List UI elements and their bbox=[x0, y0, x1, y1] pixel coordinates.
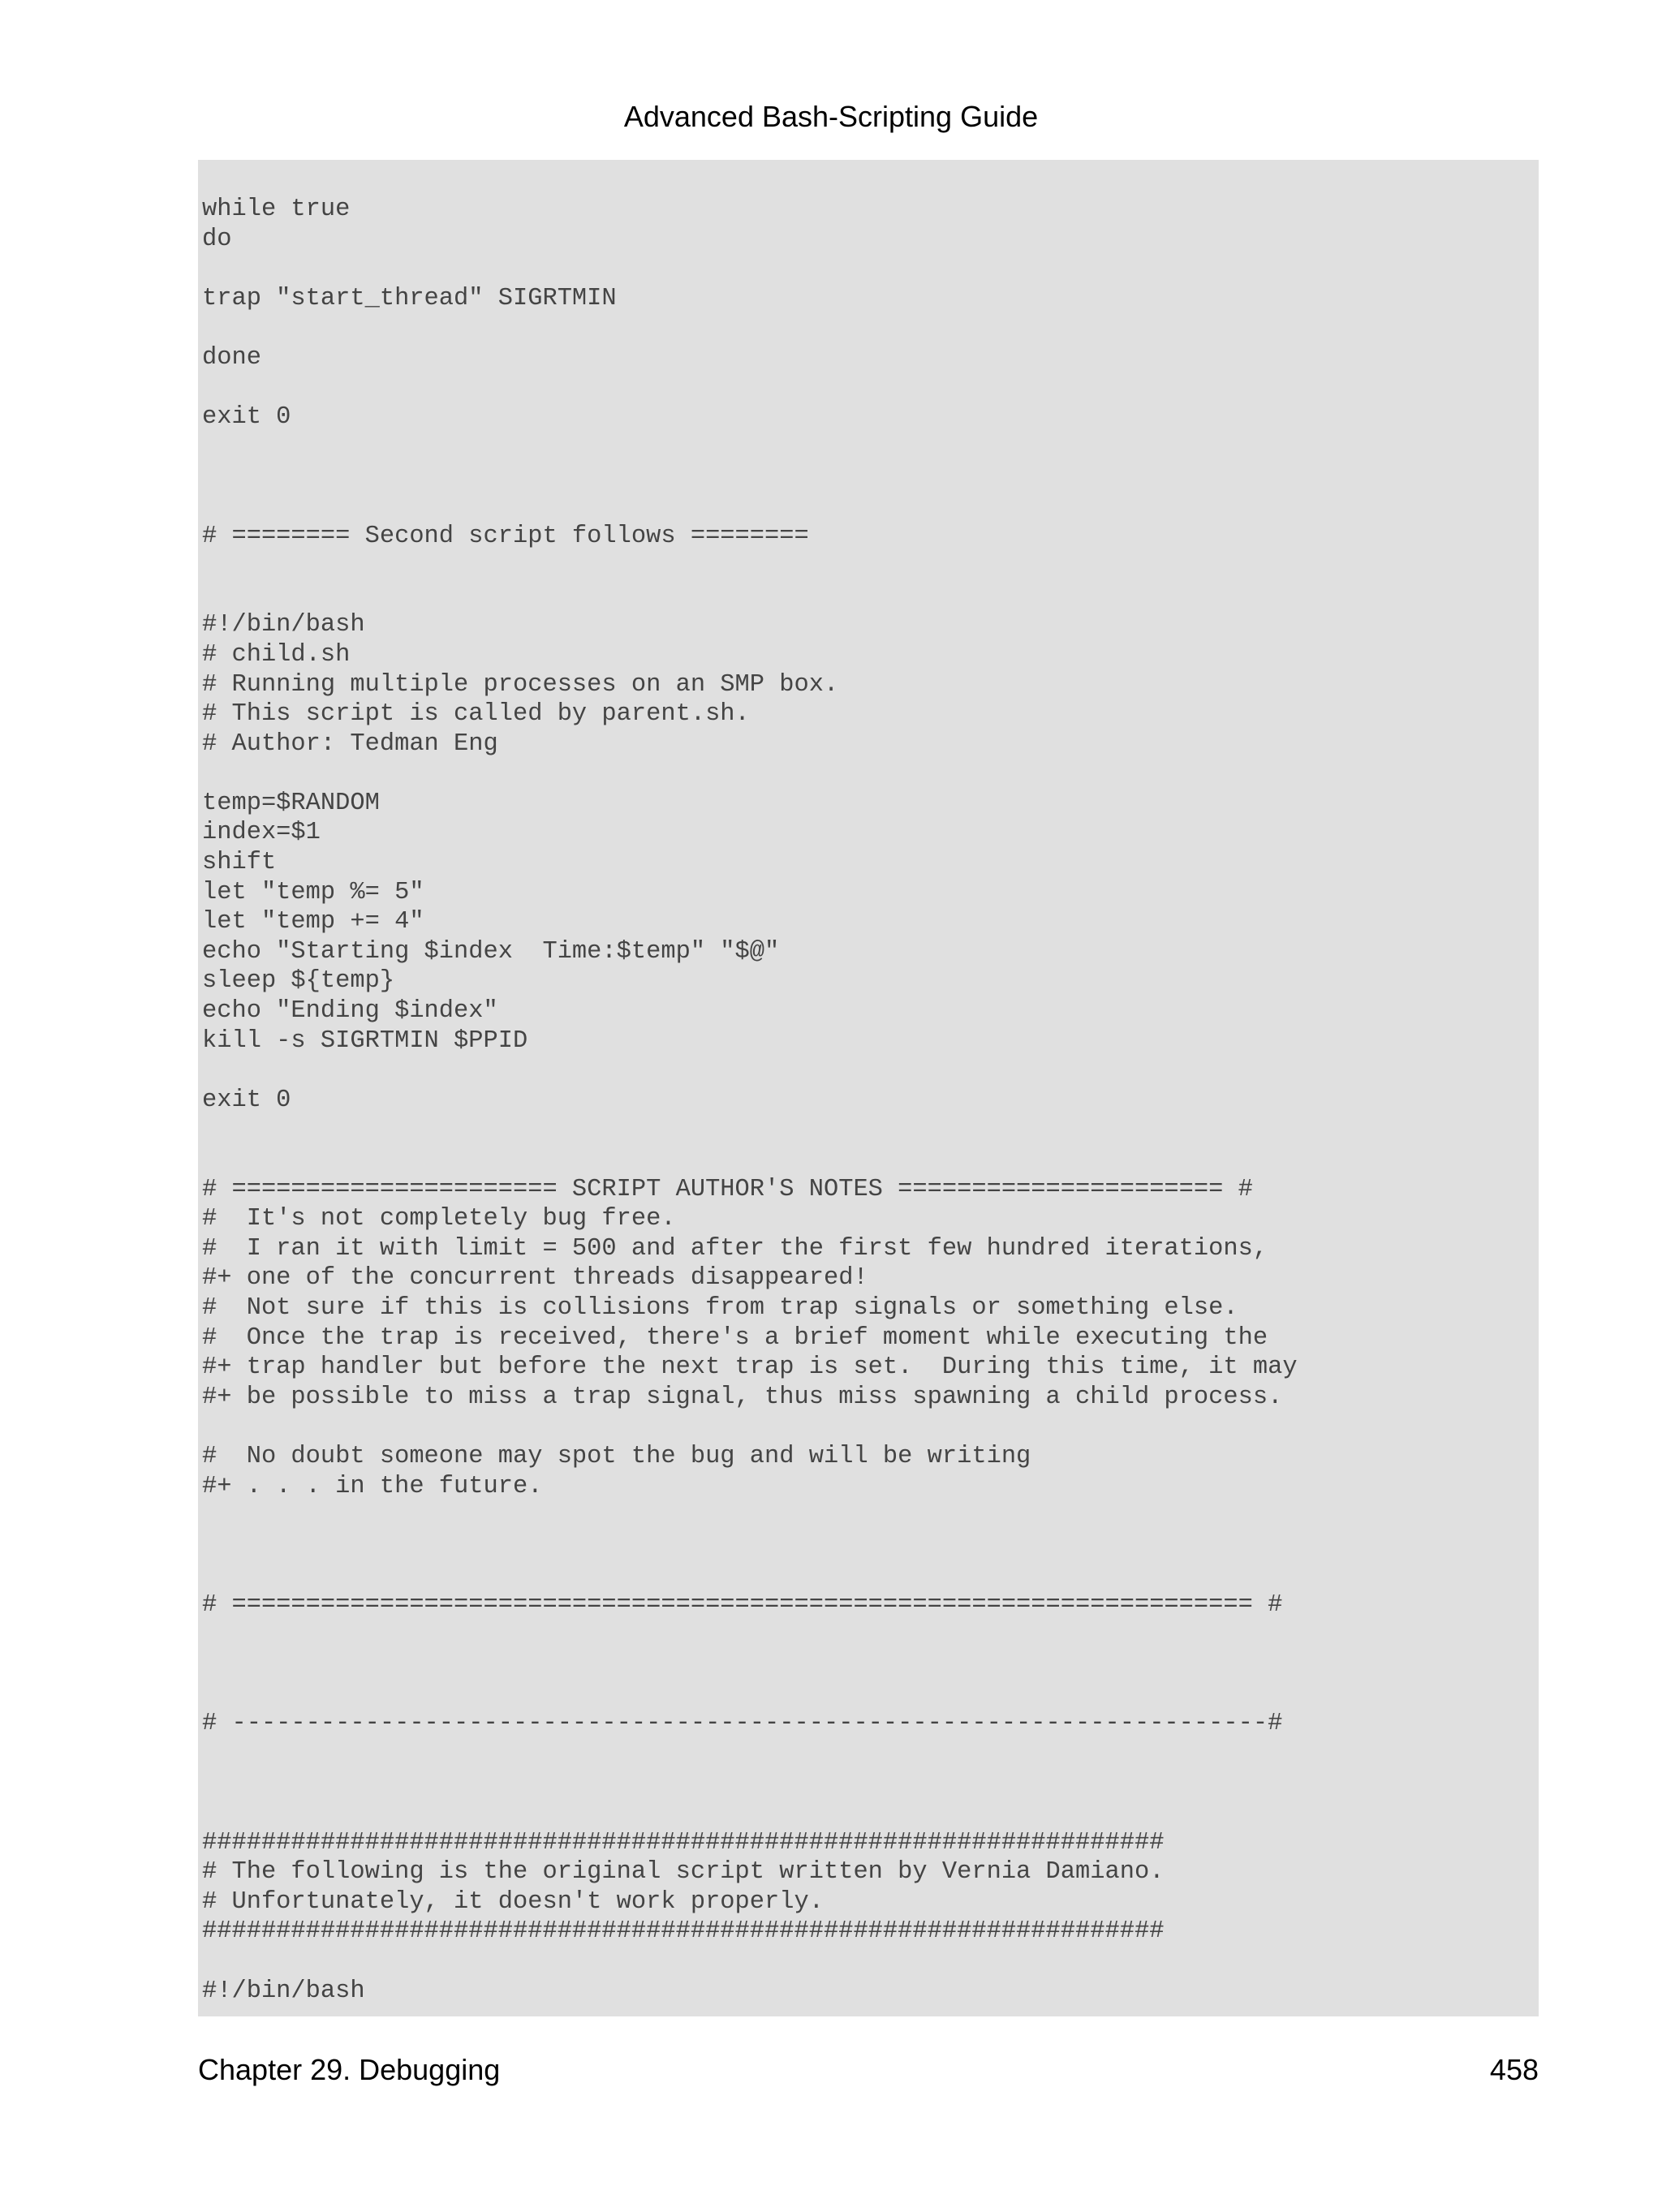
code-line: # Not sure if this is collisions from trap signals or something else. bbox=[202, 1293, 1238, 1322]
code-line: trap "start_thread" SIGRTMIN bbox=[202, 284, 617, 312]
code-line: # The following is the original script written by Vernia Damiano. bbox=[202, 1858, 1165, 1887]
code-line: echo "Ending $index" bbox=[202, 997, 498, 1026]
code-line: # Running multiple processes on an SMP box. bbox=[202, 670, 839, 699]
code-line: # I ran it with limit = 500 and after the first few hundred iterations, bbox=[202, 1234, 1268, 1263]
code-line: # Once the trap is received, there's a brief moment while executing the bbox=[202, 1323, 1268, 1352]
code-listing bbox=[202, 195, 1298, 2006]
code-line: ################################################################# bbox=[202, 1917, 1165, 1946]
code-line: #+ be possible to miss a trap signal, thus miss spawning a child process. bbox=[202, 1383, 1283, 1411]
page-header: Advanced Bash-Scripting Guide bbox=[623, 100, 1039, 133]
code-line: done bbox=[202, 343, 261, 372]
code-line: let "temp += 4" bbox=[202, 908, 424, 936]
page-footer bbox=[198, 2050, 1539, 2090]
code-line: #+ one of the concurrent threads disappeared! bbox=[202, 1264, 868, 1293]
code-line: #+ trap handler but before the next trap is set. During this time, it may bbox=[202, 1353, 1298, 1382]
code-line: while true bbox=[202, 196, 351, 223]
code-line: #!/bin/bash bbox=[202, 611, 365, 639]
code-line: # It's not completely bug free. bbox=[202, 1205, 676, 1233]
code-line: ################################################################# bbox=[202, 1828, 1165, 1857]
code-line: # Unfortunately, it doesn't work properly. bbox=[202, 1887, 824, 1916]
code-line: shift bbox=[202, 849, 277, 877]
code-line: let "temp %= 5" bbox=[202, 878, 424, 906]
code-line: index=$1 bbox=[202, 819, 321, 847]
code-line: kill -s SIGRTMIN $PPID bbox=[202, 1026, 528, 1055]
code-line: # Author: Tedman Eng bbox=[202, 729, 498, 758]
code-line: echo "Starting $index Time:$temp" "$@" bbox=[202, 937, 780, 966]
code-line: sleep ${temp} bbox=[202, 967, 395, 996]
code-line: #!/bin/bash bbox=[202, 1977, 365, 2005]
code-line: # This script is called by parent.sh. bbox=[202, 700, 750, 729]
footer-page-number: 458 bbox=[1489, 2053, 1539, 2086]
code-line: do bbox=[202, 225, 232, 253]
footer-chapter-title: Chapter 29. Debugging bbox=[198, 2053, 501, 2086]
code-line: temp=$RANDOM bbox=[202, 789, 380, 817]
code-line: # child.sh bbox=[202, 640, 351, 669]
code-line: # ====================== SCRIPT AUTHOR'S NOTES ====================== # bbox=[202, 1175, 1253, 1203]
code-line: # ======== Second script follows ======== bbox=[202, 522, 809, 550]
code-line: # ===================================================================== # bbox=[202, 1590, 1283, 1619]
code-line: #+ . . . in the future. bbox=[202, 1472, 543, 1500]
code-line: # ----------------------------------------------------------------------# bbox=[202, 1710, 1283, 1738]
code-line: exit 0 bbox=[202, 1086, 291, 1114]
code-line: # No doubt someone may spot the bug and will be writing bbox=[202, 1442, 1031, 1470]
code-line: exit 0 bbox=[202, 403, 291, 432]
